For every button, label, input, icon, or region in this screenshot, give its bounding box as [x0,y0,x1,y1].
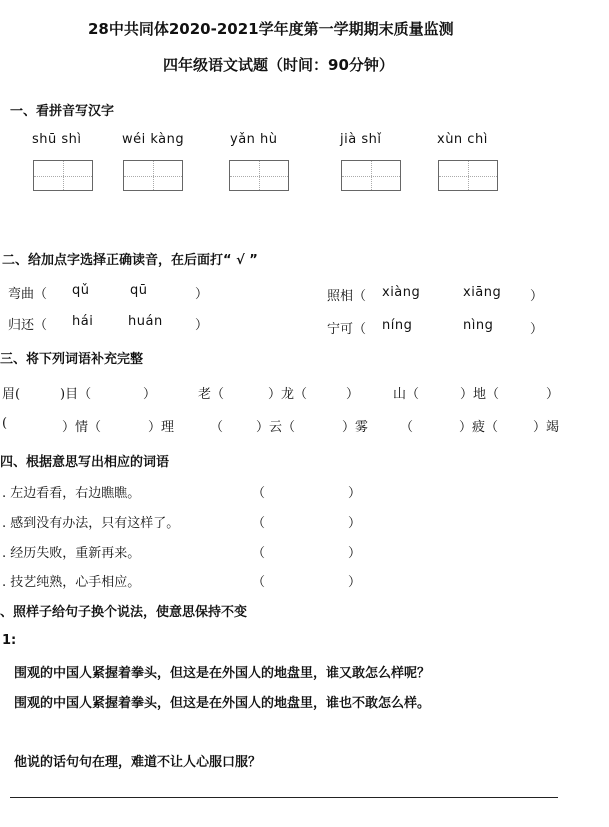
s3-r2-2: ）情（ [62,420,102,435]
s4-open-3[interactable]: （ [252,546,266,561]
s3-r1-7: 山（ [393,387,420,402]
answer-box-4[interactable] [341,160,401,191]
section-3-heading: 三、将下列词语补充完整 [0,352,144,367]
pinyin-item-1: shū shì [32,132,82,147]
s3-r2-1: ( [2,416,8,431]
s3-r1-9: ） [546,387,560,402]
example-question: 围观的中国人紧握着拳头，但这是在外国人的地盘里，谁又敢怎么样呢？ [14,666,431,681]
s2-opt-4b[interactable]: nìng [463,318,494,333]
s3-r1-1: 眉( [2,387,21,402]
section-2-heading: 二、给加点字选择正确读音，在后面打“ √ ” [2,253,258,268]
s4-open-1[interactable]: （ [252,486,266,501]
s4-close-4: ） [348,575,362,590]
s3-r2-8: ）疲（ [459,420,499,435]
answer-line[interactable] [10,797,558,798]
s3-r1-5: ）龙（ [268,387,308,402]
s3-r2-5: ）云（ [256,420,296,435]
section-4-heading: 四、根据意思写出相应的词语 [0,455,170,470]
s2-opt-2a[interactable]: xiàng [382,285,421,300]
s3-r2-7: （ [400,420,414,435]
page-title: 28中共同体2020-2021学年度第一学期期末质量监测 [88,20,454,38]
s3-r2-6: ）雾 [342,420,369,435]
section-5-heading: 、照样子给句子换个说法，使意思保持不变 [0,605,248,620]
s2-opt-3b[interactable]: huán [128,314,163,329]
s2-end-2: ） [530,289,544,304]
section-1-heading: 一、看拼音写汉字 [10,104,115,119]
answer-box-3[interactable] [229,160,289,191]
s4-close-2: ） [348,516,362,531]
s4-item-4: . 技艺纯熟，心手相应。 [2,575,141,590]
s2-end-1: ） [195,287,209,302]
s2-word-2: 照相（ [327,289,367,304]
s2-opt-3a[interactable]: hái [72,314,94,329]
s4-open-4[interactable]: （ [252,575,266,590]
s2-opt-4a[interactable]: níng [382,318,413,333]
example-answer: 围观的中国人紧握着拳头，但这是在外国人的地盘里，谁也不敢怎么样。 [14,696,431,711]
s3-r1-8: ）地（ [460,387,500,402]
s3-r1-3: ） [143,387,157,402]
s2-word-1: 弯曲（ [8,287,48,302]
s3-r1-2: )目（ [60,387,92,402]
s2-end-3: ） [195,318,209,333]
answer-box-2[interactable] [123,160,183,191]
s2-opt-1b[interactable]: qū [130,283,148,298]
s4-item-1: . 左边看看，右边瞧瞧。 [2,486,141,501]
s4-close-3: ） [348,546,362,561]
s2-opt-1a[interactable]: qǔ [72,283,90,298]
s3-r1-4: 老（ [198,387,225,402]
s3-r1-6: ） [346,387,360,402]
s3-r2-4: （ [210,420,224,435]
pinyin-item-5: xùn chì [437,132,488,147]
pinyin-item-3: yǎn hù [230,132,278,147]
s2-word-4: 宁可（ [327,322,367,337]
practice-question: 他说的话句句在理，难道不让人心服口服？ [14,755,262,770]
s3-r2-9: ）竭 [533,420,560,435]
s3-r2-3: ）理 [148,420,175,435]
s2-end-4: ） [530,322,544,337]
pinyin-item-2: wéi kàng [122,132,185,147]
s4-item-2: . 感到没有办法，只有这样了。 [2,516,180,531]
s4-open-2[interactable]: （ [252,516,266,531]
answer-box-1[interactable] [33,160,93,191]
answer-box-5[interactable] [438,160,498,191]
example-label: 1: [2,633,17,648]
s2-word-3: 归还（ [8,318,48,333]
pinyin-item-4: jià shǐ [340,132,382,147]
s2-opt-2b[interactable]: xiāng [463,285,502,300]
s4-close-1: ） [348,486,362,501]
page-subtitle: 四年级语文试题（时间：90分钟） [163,56,394,74]
s4-item-3: . 经历失败，重新再来。 [2,546,141,561]
